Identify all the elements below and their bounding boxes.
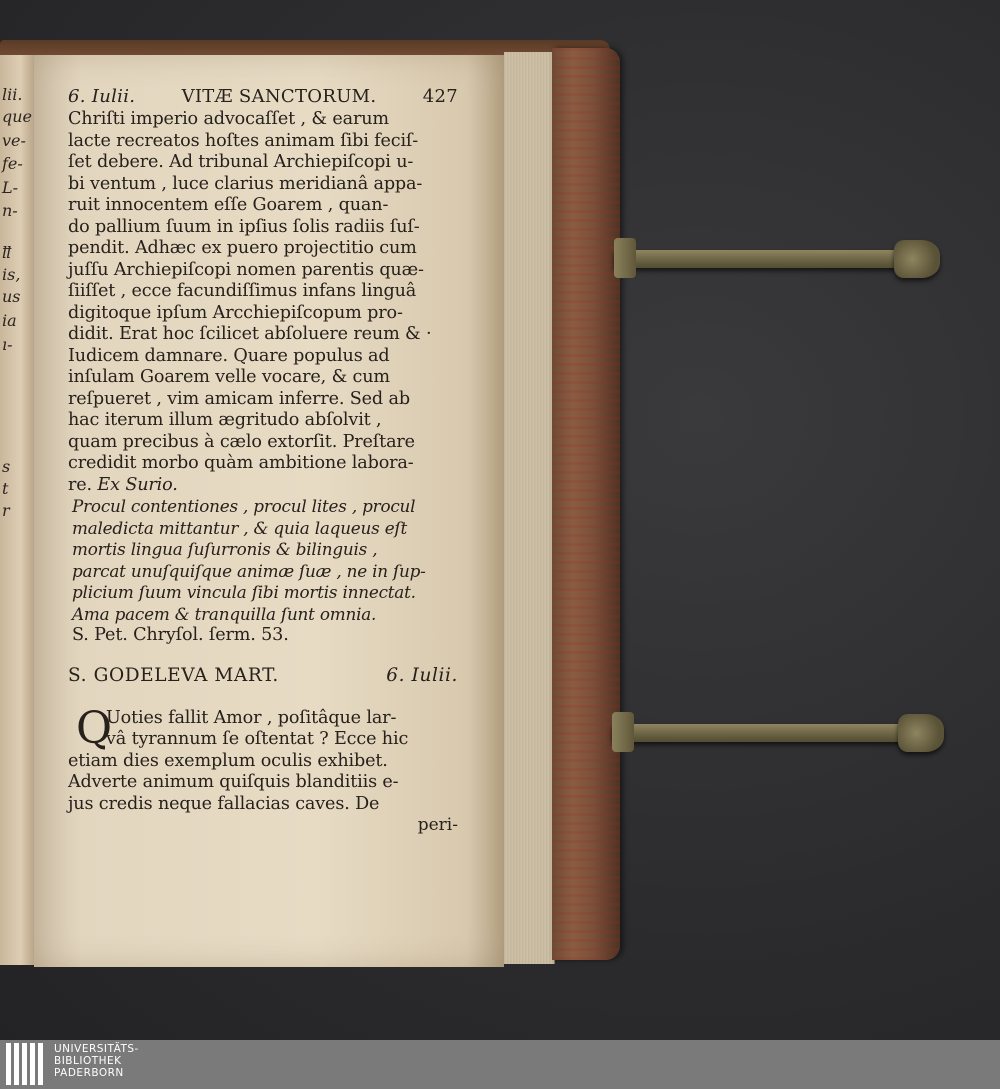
body-line: juſſu Archiepiſcopi nomen parentis quæ- [68, 259, 424, 280]
page-number: 427 [422, 86, 458, 107]
paragraph-line: Adverte animum quiſquis blanditiis e- [68, 772, 399, 792]
citation-line: Procul contentiones , procul lites , procul [72, 496, 416, 516]
body-line: lacte recreatos hoſtes animam ſibi feciſ- [68, 130, 419, 151]
body-line: quam precibus à cælo extorſit. Preſtare [68, 431, 415, 452]
body-line: credidit morbo quàm ambitione labora- [68, 453, 414, 473]
citation-line: mortis lingua ſuſurronis & bilinguis , [72, 539, 378, 559]
body-line: Chriſti imperio advocaſſet , & earum [68, 109, 389, 129]
previous-page-fragment: is, [2, 265, 21, 284]
citation-source: S. Pet. Chryſol. ſerm. 53. [72, 625, 289, 645]
section-title: S. GODELEVA MART. [68, 664, 279, 686]
body-line: reſpueret , vim amicam inferre. Sed ab [68, 388, 410, 409]
source-note: Ex Surio. [97, 474, 178, 495]
upper-clasp [614, 238, 940, 278]
running-head-title: VITÆ SANCTORUM. [181, 86, 377, 107]
body-line: bi ventum , luce clarius meridianâ appa- [68, 173, 423, 194]
previous-page-fragment: r [2, 501, 10, 520]
lower-clasp [612, 712, 944, 752]
book-cover-board [552, 48, 620, 960]
body-line: pendit. Adhæc ex puero projectitio cum [68, 238, 417, 258]
previous-page-fragment: s [2, 457, 11, 476]
paragraph-line: jus credis neque fallacias caves. De [68, 793, 380, 814]
catchword: peri- [417, 815, 458, 835]
footer-line-3: PADERBORN [54, 1067, 124, 1079]
footer-line-2: BIBLIOTHEK [54, 1055, 122, 1067]
body-line: ruit innocentem eſſe Goarem , quan- [68, 195, 389, 215]
citation-line: Ama pacem & tranquilla ſunt omnia. [72, 603, 377, 624]
body-line: ſet debere. Ad tribunal Archiepiſcopi u- [68, 152, 414, 172]
previous-page-fragment: fe- [2, 154, 23, 173]
previous-page-fragment: lii. [2, 85, 23, 104]
page-text [68, 85, 458, 837]
previous-page-edge [0, 55, 36, 965]
previous-page-fragment: ia [2, 311, 17, 330]
body-line: hac iterum illum ægritudo abſolvit , [68, 410, 382, 430]
body-line: Iudicem damnare. Quare populus ad [68, 345, 390, 366]
citation-line: parcat unuſquiſque animæ ſuæ , ne in ſup- [72, 560, 426, 581]
library-logo-icon [6, 1043, 46, 1085]
previous-page-fragment: ve- [2, 131, 26, 150]
previous-page-fragment: n- [2, 201, 18, 220]
page-fore-edge [504, 52, 555, 964]
previous-page-fragment: t [2, 479, 9, 498]
body-line: inſulam Goarem velle vocare, & cum [68, 367, 390, 387]
running-head-date: 6. Iulii. [68, 86, 136, 107]
previous-page-fragment: us [2, 287, 21, 306]
section-date: 6. Iulii. [386, 664, 458, 686]
body-line: ſiiſſet , ecce facundiſſimus infans linguâ [68, 281, 417, 301]
previous-page-fragment: ỻ [2, 243, 12, 262]
previous-page-fragment: que [2, 107, 33, 126]
section-heading [68, 665, 458, 686]
body-line: do pallium ſuum in ipſius ſolis radiis ſuſ- [68, 216, 420, 237]
body-line: digitoque ipſum Arcchiepiſcopum pro- [68, 302, 403, 323]
paragraph-line: etiam dies exemplum oculis exhibet. [68, 750, 388, 771]
running-head [68, 85, 458, 109]
body-line: didit. Erat hoc ſcilicet abſoluere reum & · [68, 324, 432, 344]
paragraph-line: Uoties fallit Amor , poſitâque lar- [106, 707, 397, 728]
footer-line-1: UNIVERSITÄTS- [54, 1043, 139, 1055]
body-last-line: re. Ex Surio. [68, 474, 178, 495]
second-paragraph [68, 702, 458, 837]
citation-line: maledicta mittantur , & quia laqueus eſt [72, 517, 407, 538]
citation-block [68, 496, 458, 625]
citation-line: plicium ſuum vincula ſibi mortis innectat. [72, 582, 416, 602]
body-paragraph [68, 109, 458, 475]
library-footer [0, 1040, 1000, 1089]
drop-cap: Q [76, 702, 113, 754]
paragraph-line: vâ tyrannum ſe oſtentat ? Ecce hic [106, 729, 409, 749]
previous-page-fragment: ı- [2, 335, 13, 354]
previous-page-fragment: L- [2, 178, 19, 197]
